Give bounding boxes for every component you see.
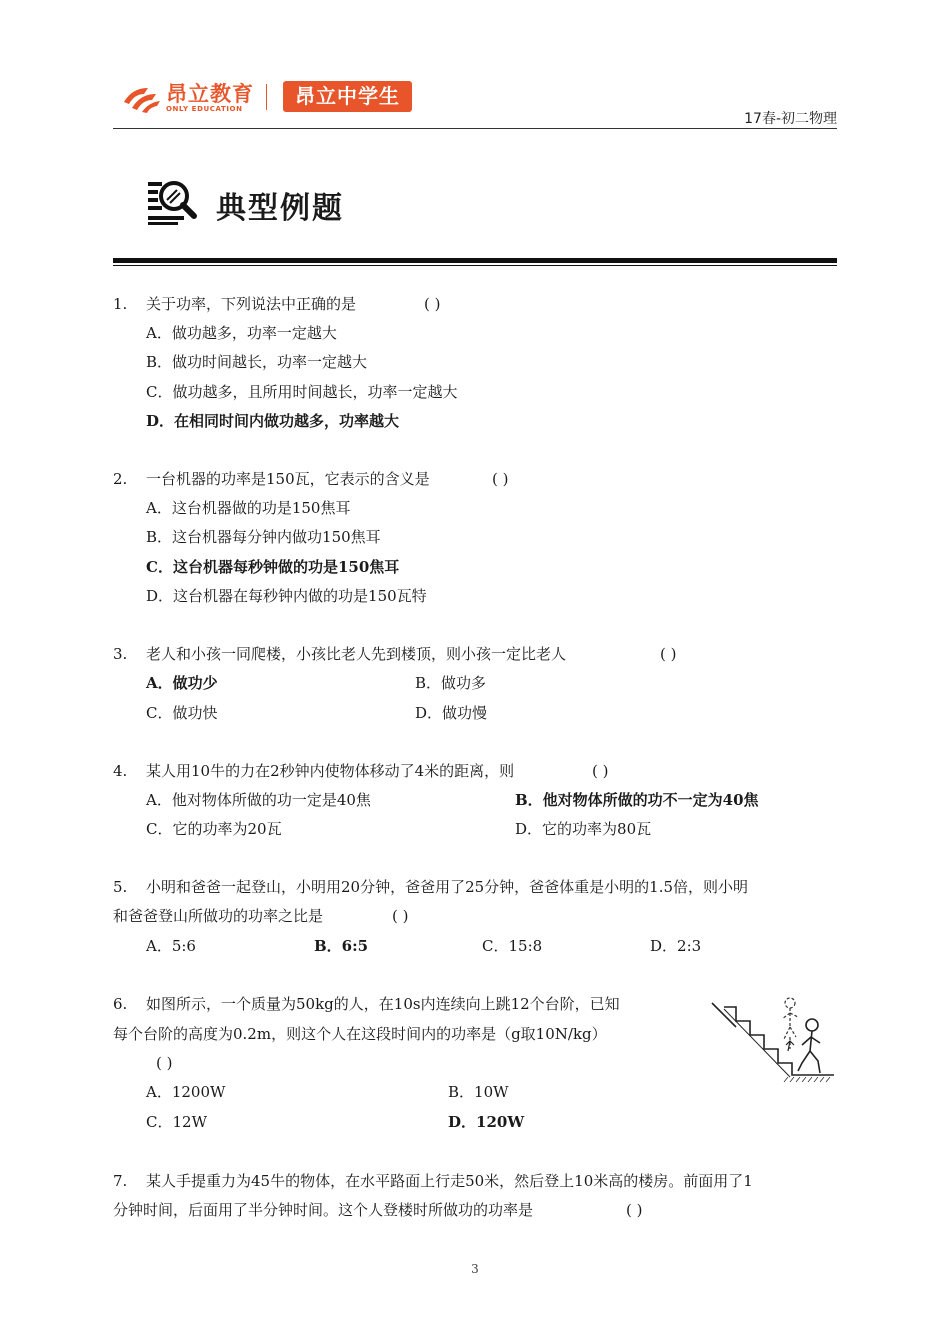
option-a: A．5:6 bbox=[146, 937, 196, 955]
answer-parentheses: ( ) bbox=[660, 645, 677, 663]
option-b-correct: B．他对物体所做的功不一定为40焦 bbox=[515, 791, 759, 809]
magnifier-document-icon bbox=[146, 176, 198, 226]
header-rule bbox=[113, 128, 837, 129]
option-b: B．10W bbox=[448, 1083, 509, 1101]
option-a: A．这台机器做的功是150焦耳 bbox=[146, 499, 351, 517]
question-stem-continued: 每个台阶的高度为0.2m，则这个人在这段时间内的功率是（g取10N/kg） bbox=[113, 1025, 607, 1043]
question-number: 3. bbox=[113, 645, 128, 663]
question-number: 7. bbox=[113, 1172, 128, 1190]
question-stem-continued: 分钟时间，后面用了半分钟时间。这个人登楼时所做功的功率是 bbox=[113, 1201, 534, 1219]
question-stem: 小明和爸爸一起登山，小明用20分钟，爸爸用了25分钟，爸爸体重是小明的1.5倍，则小明 bbox=[146, 878, 749, 896]
logo-divider bbox=[266, 84, 267, 110]
logo-english-text: ONLY EDUCATION bbox=[166, 105, 243, 113]
question-stem-continued: 和爸爸登山所做功的功率之比是 bbox=[113, 907, 324, 925]
option-c: C．15:8 bbox=[482, 937, 543, 955]
option-a-correct: A．做功少 bbox=[146, 674, 218, 692]
option-d: D．做功慢 bbox=[415, 704, 488, 722]
answer-parentheses: ( ) bbox=[626, 1201, 643, 1219]
option-b-correct: B．6:5 bbox=[314, 937, 369, 955]
brand-logo bbox=[122, 78, 254, 118]
only-education-logo-icon bbox=[122, 82, 162, 114]
option-d-correct: D．120W bbox=[448, 1113, 525, 1131]
option-a: A．他对物体所做的功一定是40焦 bbox=[146, 791, 371, 809]
section-rule-thick bbox=[113, 258, 837, 263]
option-d: D．这台机器在每秒钟内做的功是150瓦特 bbox=[146, 587, 427, 605]
option-d: D．它的功率为80瓦 bbox=[515, 820, 652, 838]
option-a: A．1200W bbox=[146, 1083, 226, 1101]
answer-parentheses: ( ) bbox=[492, 470, 509, 488]
option-b: B．这台机器每分钟内做功150焦耳 bbox=[146, 528, 381, 546]
question-stem: 关于功率，下列说法中正确的是 bbox=[146, 295, 357, 313]
answer-parentheses: ( ) bbox=[392, 907, 409, 925]
question-stem: 某人用10牛的力在2秒钟内使物体移动了4米的距离，则 bbox=[146, 762, 515, 780]
option-b: B．做功多 bbox=[415, 674, 487, 692]
question-number: 6. bbox=[113, 995, 128, 1013]
option-c-correct: C．这台机器每秒钟做的功是150焦耳 bbox=[146, 558, 400, 576]
option-c: C．做功快 bbox=[146, 704, 218, 722]
question-stem: 一台机器的功率是150瓦，它表示的含义是 bbox=[146, 470, 430, 488]
option-c: C．做功越多，且所用时间越长，功率一定越大 bbox=[146, 383, 458, 401]
option-c: C．12W bbox=[146, 1113, 207, 1131]
option-c: C．它的功率为20瓦 bbox=[146, 820, 282, 838]
option-b: B．做功时间越长，功率一定越大 bbox=[146, 353, 368, 371]
option-a: A．做功越多，功率一定越大 bbox=[146, 324, 337, 342]
answer-parentheses: ( ) bbox=[156, 1054, 173, 1072]
answer-parentheses: ( ) bbox=[424, 295, 441, 313]
option-d-correct: D．在相同时间内做功越多，功率越大 bbox=[146, 412, 400, 430]
question-stem: 某人手提重力为45牛的物体，在水平路面上行走50米，然后登上10米高的楼房。前面用了1 bbox=[146, 1172, 753, 1190]
page-number: 3 bbox=[471, 1262, 479, 1276]
answer-parentheses: ( ) bbox=[592, 762, 609, 780]
section-rule-thin bbox=[113, 265, 837, 266]
stairs-jumping-figure bbox=[706, 993, 836, 1085]
brand-badge: 昂立中学生 bbox=[283, 81, 412, 112]
question-number: 2. bbox=[113, 470, 128, 488]
course-label: 17春-初二物理 bbox=[744, 111, 837, 127]
question-stem: 如图所示，一个质量为50kg的人，在10s内连续向上跳12个台阶，已知 bbox=[146, 995, 620, 1013]
question-stem: 老人和小孩一同爬楼，小孩比老人先到楼顶，则小孩一定比老人 bbox=[146, 645, 567, 663]
question-number: 5. bbox=[113, 878, 128, 896]
section-title: 典型例题 bbox=[216, 191, 344, 226]
option-d: D．2:3 bbox=[650, 937, 702, 955]
question-number: 1. bbox=[113, 295, 128, 313]
logo-chinese-text: 昂立教育 bbox=[166, 82, 254, 106]
question-number: 4. bbox=[113, 762, 128, 780]
